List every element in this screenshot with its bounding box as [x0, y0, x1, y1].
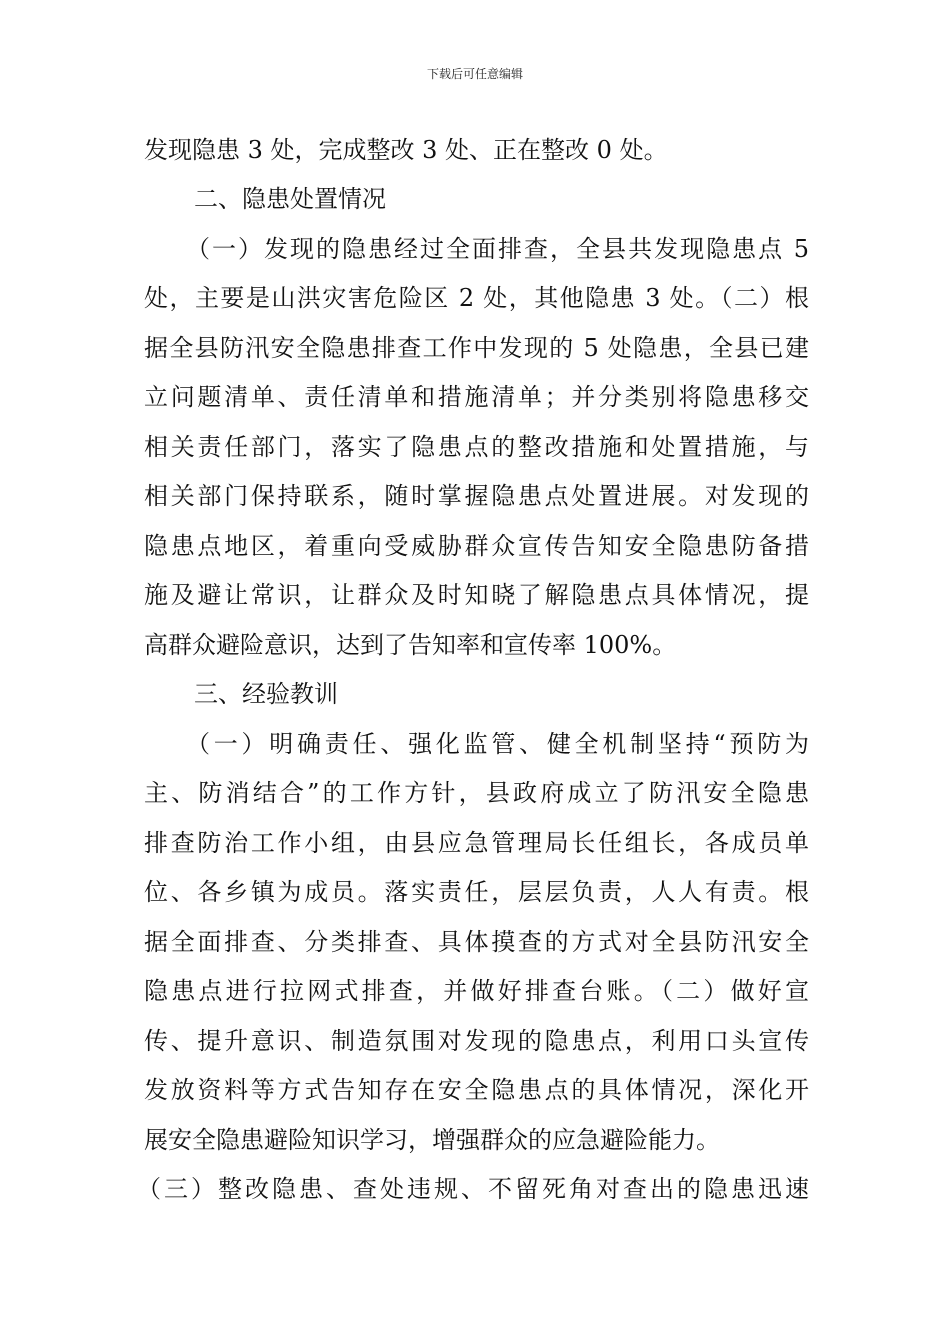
page-header-note: 下载后可任意编辑: [426, 67, 523, 81]
body-line-14: 主、防消结合”的工作方针，县政府成立了防汛安全隐患: [144, 779, 809, 807]
body-line-18: 隐患点进行拉网式排查，并做好排查台账。（二）做好宣: [144, 977, 809, 1005]
body-line-13: （一）明确责任、强化监管、健全机制坚持“预防为: [186, 730, 809, 758]
body-line-5: 据全县防汛安全隐患排查工作中发现的 5 处隐患，全县已建: [144, 334, 809, 362]
body-line-20: 发放资料等方式告知存在安全隐患点的具体情况，深化开: [144, 1076, 809, 1104]
body-line-15: 排查防治工作小组，由县应急管理局长任组长，各成员单: [144, 829, 809, 857]
body-line-6: 立问题清单、责任清单和措施清单；并分类别将隐患移交: [144, 383, 809, 411]
body-line-4: 处，主要是山洪灾害危险区 2 处，其他隐患 3 处。（二）根: [144, 284, 809, 312]
body-line-21: 展安全隐患避险知识学习，增强群众的应急避险能力。: [144, 1126, 720, 1154]
body-line-17: 据全面排查、分类排查、具体摸查的方式对全县防汛安全: [144, 928, 809, 956]
body-line-9: 隐患点地区，着重向受威胁群众宣传告知安全隐患防备措: [144, 532, 809, 560]
body-line-1: 发现隐患 3 处，完成整改 3 处、正在整改 0 处。: [144, 136, 668, 164]
body-line-8: 相关部门保持联系，随时掌握隐患点处置进展。对发现的: [144, 482, 809, 510]
body-line-19: 传、提升意识、制造氛围对发现的隐患点，利用口头宣传: [144, 1027, 809, 1055]
body-line-7: 相关责任部门，落实了隐患点的整改措施和处置措施，与: [144, 433, 809, 461]
body-line-3: （一）发现的隐患经过全面排查，全县共发现隐患点 5: [186, 235, 809, 263]
section-heading-3: 三、经验教训: [194, 680, 338, 708]
body-line-22: （三）整改隐患、查处违规、不留死角对查出的隐患迅速: [137, 1175, 809, 1203]
body-line-16: 位、各乡镇为成员。落实责任，层层负责，人人有责。根: [144, 878, 809, 906]
body-line-11: 高群众避险意识，达到了告知率和宣传率 100%。: [144, 631, 677, 659]
section-heading-2: 二、隐患处置情况: [194, 185, 386, 213]
body-line-10: 施及避让常识，让群众及时知晓了解隐患点具体情况，提: [144, 581, 809, 609]
